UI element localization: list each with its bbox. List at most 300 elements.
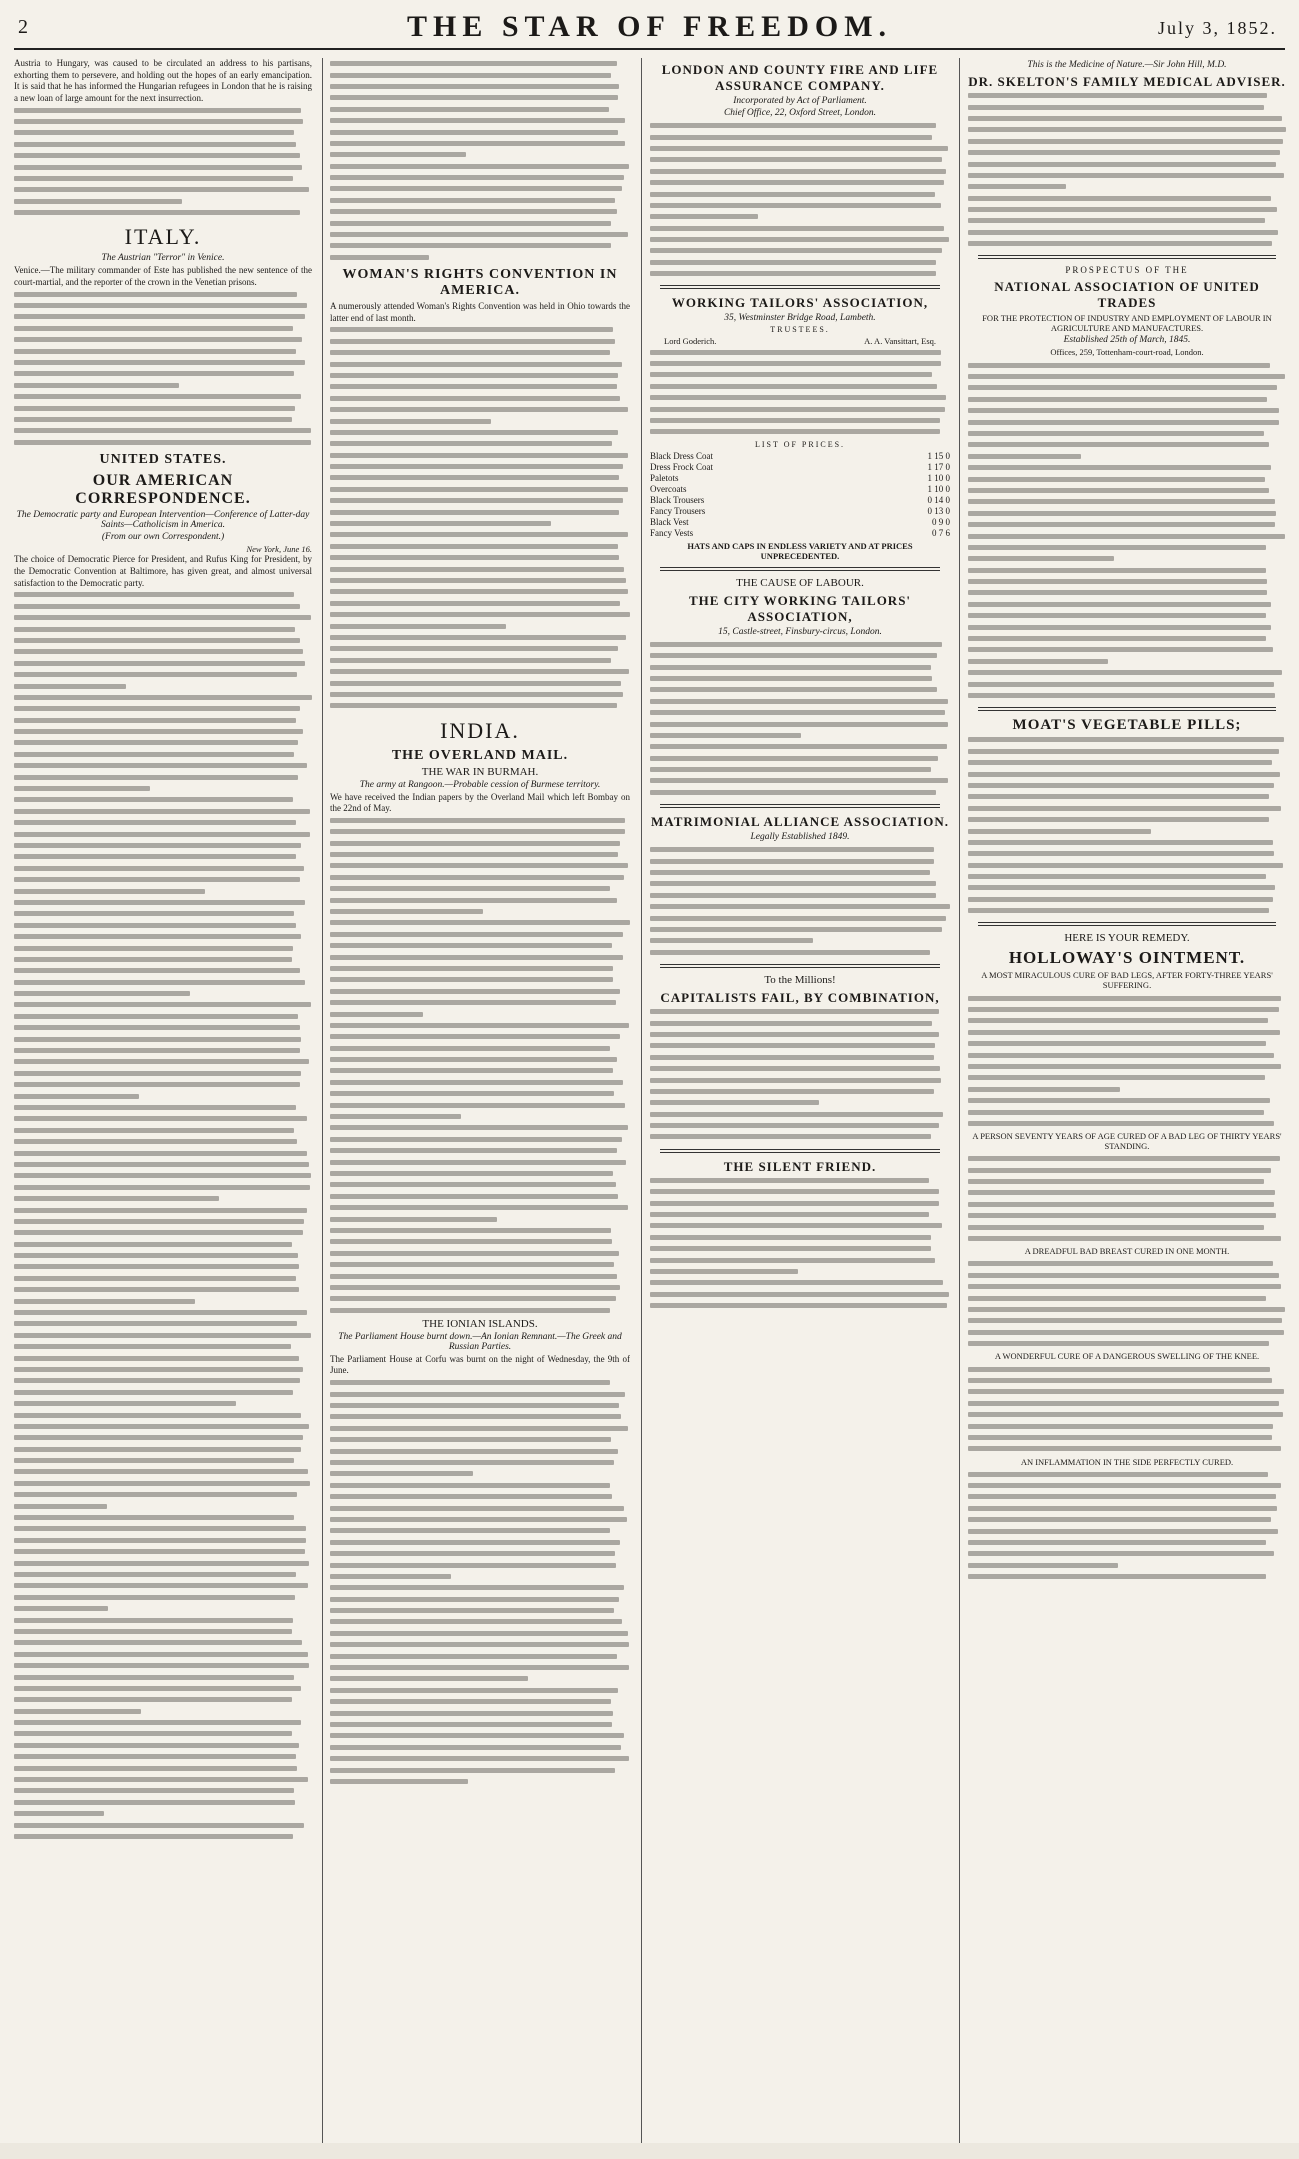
text-line [14,1341,312,1352]
text-line [330,1468,630,1479]
text-line [968,667,1286,678]
text-line [14,1500,312,1511]
ad-body-text [968,90,1286,249]
correspondence-subtitle: The Democratic party and European Intervention—Conference of Latter-day Saints—Catholicism in America. [16,509,310,530]
text-line [14,692,312,703]
text-line [330,951,630,962]
text-line [14,127,312,138]
text-line [330,1616,630,1627]
text-line [330,872,630,883]
ad-body-text [968,1363,1286,1454]
text-line [14,1352,312,1363]
text-line [330,1259,630,1270]
text-line [968,1469,1286,1480]
text-line [330,586,630,597]
text-line [330,598,630,609]
text-line [330,1525,630,1536]
nau-established: Established 25th of March, 1845. [1063,335,1191,346]
text-line [650,415,950,426]
text-line [650,131,950,142]
text-line [330,126,630,137]
text-line [330,138,630,149]
text-line [330,689,630,700]
text-line [330,438,630,449]
text-line [330,1088,630,1099]
text-line [968,1004,1286,1015]
text-line [14,954,312,965]
text-line [968,1560,1286,1571]
text-line [968,894,1286,905]
price-value: 0 13 0 [927,505,950,516]
article-body-text [330,58,630,263]
text-line [330,1730,630,1741]
text-line [968,1514,1286,1525]
text-line [330,172,630,183]
text-line [330,1491,630,1502]
price-row [650,528,950,539]
text-line [14,1250,312,1261]
text-line [330,677,630,688]
text-line [968,1118,1286,1129]
divider [978,922,1276,926]
divider [660,567,940,571]
article-body-text [330,1377,630,1787]
text-line [14,1022,312,1033]
trustees-label: TRUSTEES. [770,325,830,335]
text-line [650,1289,950,1300]
price-item: Paletots [650,472,679,483]
text-line [968,170,1286,181]
text-line [968,1233,1286,1244]
text-line [330,1593,630,1604]
text-line [330,484,630,495]
text-line [650,1063,950,1074]
price-item: Black Vest [650,516,689,527]
text-line [14,1398,312,1409]
text-line [14,1182,312,1193]
text-line [330,358,630,369]
text-line [14,1045,312,1056]
text-line [650,1120,950,1131]
text-line [968,428,1286,439]
text-line [650,1232,950,1243]
text-line [330,1628,630,1639]
text-line [330,1304,630,1315]
text-line [968,553,1286,564]
holloway-subtitle: A MOST MIRACULOUS CURE OF BAD LEGS, AFTER FORTY-THREE YEARS' SUFFERING. [981,970,1273,991]
text-line [650,1175,950,1186]
text-line [650,924,950,935]
text-line [650,1197,950,1208]
text-line [14,1409,312,1420]
text-line [14,173,312,184]
text-line [650,935,950,946]
text-line [330,1168,630,1179]
text-line [650,120,950,131]
text-line [968,746,1286,757]
section-heading-united-states: UNITED STATES. [99,451,227,467]
text-line [14,1466,312,1477]
text-line [330,450,630,461]
text-line [968,882,1286,893]
text-line [650,392,950,403]
text-line [968,1015,1286,1026]
text-line [968,1049,1286,1060]
text-line [14,1136,312,1147]
column-rule [959,58,960,2150]
text-line [968,158,1286,169]
text-line [330,415,630,426]
price-value: 0 7 6 [932,527,950,538]
text-line [968,1537,1286,1548]
price-value: 1 17 0 [927,461,950,472]
medicine-quote: This is the Medicine of Nature.—Sir John Hill, M.D. [1027,60,1227,70]
text-line [650,673,950,684]
text-line [968,1038,1286,1049]
text-line [14,1307,312,1318]
text-line [14,1819,312,1830]
text-line [968,1386,1286,1397]
holloway-heading: HOLLOWAY'S OINTMENT. [1008,948,1246,968]
divider [660,804,940,808]
text-line [14,1489,312,1500]
text-line [14,646,312,657]
price-row [650,473,950,484]
text-line [14,104,312,115]
text-line [650,268,950,279]
text-line [968,136,1286,147]
text-line [650,855,950,866]
text-line [14,897,312,908]
price-item: Dress Frock Coat [650,461,713,472]
war-heading: THE WAR IN BURMAH. [421,765,539,778]
text-line [968,1199,1286,1210]
text-line [14,1626,312,1637]
text-line [968,473,1286,484]
text-line [330,632,630,643]
text-line [650,1017,950,1028]
text-line [650,1220,950,1231]
text-line [968,193,1286,204]
text-line [14,1227,312,1238]
article-body-text [330,324,630,711]
text-line [14,1740,312,1751]
column-4 [968,58,1286,2150]
hats-line: HATS AND CAPS IN ENDLESS VARIETY AND AT PRICES UNPRECEDENTED. [687,540,913,561]
article-body-text [330,815,630,1316]
ad-body-text [968,734,1286,916]
text-line [330,849,630,860]
text-line [330,1764,630,1775]
text-line [330,883,630,894]
text-line [330,609,630,620]
text-line [650,1029,950,1040]
text-line [330,58,630,69]
text-line [330,217,630,228]
text-line [14,1056,312,1067]
text-line [14,414,312,425]
divider [660,285,940,289]
text-line [330,1411,630,1422]
text-line [650,1040,950,1051]
text-line [330,404,630,415]
text-line [14,437,312,448]
text-line [650,730,950,741]
matrimonial-heading: MATRIMONIAL ALLIANCE ASSOCIATION. [651,814,949,830]
divider [978,255,1276,259]
text-line [14,840,312,851]
text-line [330,700,630,711]
cure-heading: A PERSON SEVENTY YEARS OF AGE CURED OF A BAD LEG OF THIRTY YEARS' STANDING. [972,1131,1282,1152]
trustee-name: A. A. Vansittart, Esq. [864,336,936,347]
section-heading-india: INDIA. [440,717,520,743]
matrimonial-sub: Legally Established 1849. [750,832,850,843]
text-line [968,1398,1286,1409]
text-line [330,1445,630,1456]
nau-office: Offices, 259, Tottenham-court-road, London. [1050,347,1204,358]
correspondence-source: (From our own Correspondent.) [101,531,225,542]
text-line [14,737,312,748]
text-line [968,587,1286,598]
text-line [14,1512,312,1523]
text-line [330,997,630,1008]
text-line [650,177,950,188]
text-line [330,1639,630,1650]
cure-heading: A WONDERFUL CURE OF A DANGEROUS SWELLING OF THE KNEE. [994,1351,1260,1362]
text-line [14,1125,312,1136]
text-line [14,863,312,874]
text-line [968,1095,1286,1106]
text-line [14,116,312,127]
divider [660,964,940,968]
text-line [330,1650,630,1661]
text-line [330,1605,630,1616]
text-line [330,1179,630,1190]
text-line [330,1753,630,1764]
text-line [14,1717,312,1728]
ad-body-text [968,992,1286,1129]
text-line [650,844,950,855]
text-line [330,1537,630,1548]
text-line [14,658,312,669]
text-line [968,757,1286,768]
text-line [330,149,630,160]
text-line [14,680,312,691]
text-line [968,1084,1286,1095]
ad-body-text [650,639,950,798]
text-line [14,196,312,207]
text-line [14,1318,312,1329]
text-line [330,92,630,103]
text-line [330,1191,630,1202]
text-line [330,826,630,837]
price-item: Fancy Trousers [650,505,706,516]
text-line [14,380,312,391]
ad-body-text [650,346,950,437]
text-line [14,161,312,172]
text-line [14,771,312,782]
text-line [330,115,630,126]
text-line [14,150,312,161]
remedy-heading: HERE IS YOUR REMEDY. [1064,932,1190,945]
text-line [650,143,950,154]
text-line [968,124,1286,135]
text-line [330,1099,630,1110]
fire-life-ad-office: Chief Office, 22, Oxford Street, London. [723,108,877,118]
price-row [650,451,950,462]
text-line [650,358,950,369]
text-line [330,1776,630,1787]
article-subtitle: The Austrian "Terror" in Venice. [101,253,225,264]
text-line [650,166,950,177]
text-line [330,1248,630,1259]
text-line [14,1330,312,1341]
text-line [968,905,1286,916]
trustee-name: Lord Goderich. [664,336,717,347]
nau-heading: NATIONAL ASSOCIATION OF UNITED TRADES [994,279,1260,311]
text-line [330,461,630,472]
text-line [330,1122,630,1133]
text-line [330,240,630,251]
article-body-text [14,589,312,1842]
text-line [968,1409,1286,1420]
price-value: 1 10 0 [927,472,950,483]
text-line [650,867,950,878]
text-line [14,1808,312,1819]
text-line [650,1254,950,1265]
text-line [14,1387,312,1398]
article-body-text [14,104,312,218]
scan-edge [0,2143,1299,2159]
text-line [650,718,950,729]
text-line [650,787,950,798]
text-line [14,612,312,623]
text-line [330,1685,630,1696]
text-line [968,565,1286,576]
text-line [968,1153,1286,1164]
price-value: 0 9 0 [932,516,950,527]
text-line [968,1292,1286,1303]
text-line [330,1008,630,1019]
text-line [330,1719,630,1730]
fire-life-ad-heading: LONDON AND COUNTY FIRE AND LIFE ASSURANCE COMPANY. [661,62,939,93]
text-line [330,1236,630,1247]
text-line [968,610,1286,621]
text-line [968,621,1286,632]
capitalists-sub: To the Millions! [764,973,836,986]
text-line [968,656,1286,667]
text-line [968,690,1286,701]
text-line [650,234,950,245]
text-line [968,394,1286,405]
tailors-ad-address: 35, Westminster Bridge Road, Lambeth. [724,313,876,324]
text-line [330,1707,630,1718]
text-line [14,368,312,379]
text-line [330,1742,630,1753]
text-line [14,623,312,634]
text-line [14,300,312,311]
text-line [14,1273,312,1284]
text-line [330,917,630,928]
text-line [330,104,630,115]
text-line [330,860,630,871]
text-line [330,563,630,574]
text-line [968,1375,1286,1386]
text-line [650,1266,950,1277]
text-line [14,589,312,600]
text-line [14,1671,312,1682]
text-line [330,541,630,552]
text-line [14,1284,312,1295]
text-line [650,426,950,437]
nau-subtitle: FOR THE PROTECTION OF INDUSTRY AND EMPLOYMENT OF LABOUR IN AGRICULTURE AND MANUFACTURES. [982,313,1272,334]
text-line [650,211,950,222]
text-line [968,1187,1286,1198]
text-line [330,1031,630,1042]
text-line [14,1637,312,1648]
text-line [650,1300,950,1311]
text-line [14,1706,312,1717]
price-list-heading: LIST OF PRICES. [754,439,846,449]
text-line [968,644,1286,655]
text-line [330,1480,630,1491]
text-line [14,977,312,988]
text-line [330,1225,630,1236]
text-line [330,1282,630,1293]
text-line [14,1147,312,1158]
text-line [968,359,1286,370]
text-line [968,1571,1286,1582]
text-line [330,1134,630,1145]
ionian-subtitle: The Parliament House burnt down.—An Ionian Remnant.—The Greek and Russian Parties. [338,1331,622,1352]
text-line [14,669,312,680]
text-line [330,229,630,240]
text-line [14,1614,312,1625]
text-line [14,1079,312,1090]
text-line [650,403,950,414]
text-line [330,1514,630,1525]
text-line [968,1061,1286,1072]
text-line [330,1043,630,1054]
text-line [968,496,1286,507]
price-item: Black Trousers [650,494,705,505]
text-line [650,346,950,357]
text-line [650,878,950,889]
text-line [14,749,312,760]
text-line [14,1364,312,1375]
text-line [14,207,312,218]
text-line [968,992,1286,1003]
text-line [330,81,630,92]
text-line [968,462,1286,473]
text-line [650,1277,950,1288]
text-line [968,238,1286,249]
text-line [968,451,1286,462]
text-line [968,1480,1286,1491]
overland-mail-heading: THE OVERLAND MAIL. [391,747,569,763]
text-line [14,1113,312,1124]
text-line [968,519,1286,530]
city-tailors-address: 15, Castle-street, Finsbury-circus, London. [718,626,882,637]
text-line [330,894,630,905]
text-line [968,791,1286,802]
text-line [650,1108,950,1119]
text-line [14,288,312,299]
text-line [330,1434,630,1445]
text-line [968,871,1286,882]
ad-body-text [968,359,1286,701]
text-line [14,715,312,726]
